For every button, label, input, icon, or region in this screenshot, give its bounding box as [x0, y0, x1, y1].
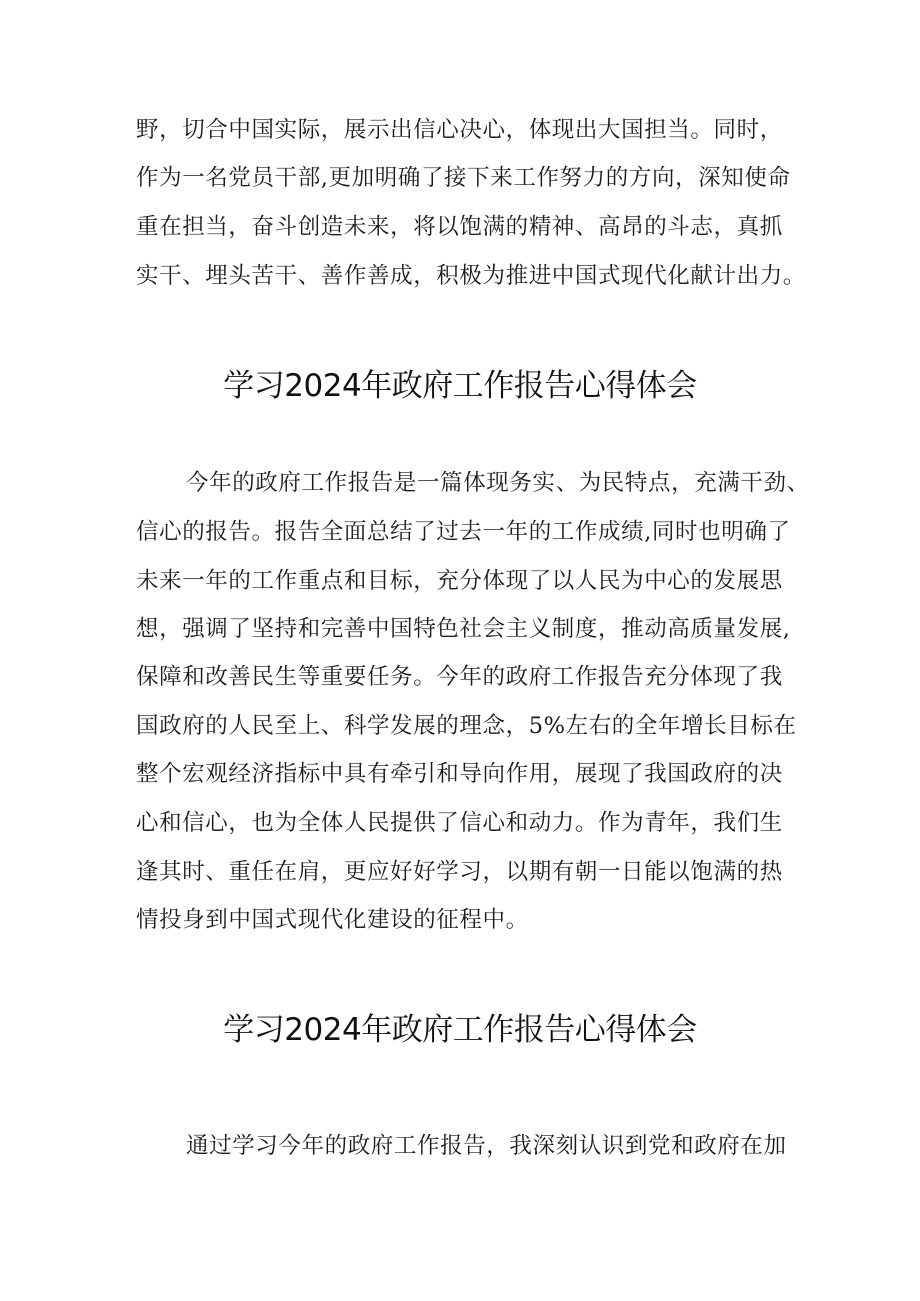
- section-heading: 学习2024年政府工作报告心得体会: [223, 368, 697, 404]
- text-line: 实干、埋头苦干、善作善成，积极为推进中国式现代化献计出力。: [136, 263, 806, 289]
- text-line: 信心的报告。报告全面总结了过去一年的工作成绩,同时也明确了: [136, 519, 791, 545]
- text-line: 今年的政府工作报告是一篇体现务实、为民特点，充满干劲、: [186, 470, 810, 496]
- section-heading: 学习2024年政府工作报告心得体会: [223, 1012, 697, 1048]
- text-line: 心和信心，也为全体人民提供了信心和动力。作为青年，我们生: [136, 810, 783, 836]
- text-line: 作为一名党员干部,更加明确了接下来工作努力的方向，深知使命: [136, 165, 791, 191]
- text-line: 逢其时、重任在肩，更应好好学习，以期有朝一日能以饱满的热: [136, 859, 783, 885]
- text-line: 整个宏观经济指标中具有牵引和导向作用，展现了我国政府的决: [136, 761, 783, 787]
- text-line: 保障和改善民生等重要任务。今年的政府工作报告充分体现了我: [136, 664, 783, 690]
- text-line: 通过学习今年的政府工作报告，我深刻认识到党和政府在加: [186, 1133, 787, 1159]
- text-line: 重在担当，奋斗创造未来，将以饱满的精神、高昂的斗志，真抓: [136, 214, 783, 240]
- text-line: 国政府的人民至上、科学发展的理念，5%左右的全年增长目标在: [136, 713, 797, 739]
- text-line: 想，强调了坚持和完善中国特色社会主义制度，推动高质量发展,: [136, 616, 791, 642]
- text-line: 未来一年的工作重点和目标，充分体现了以人民为中心的发展思: [136, 568, 783, 594]
- text-line: 野，切合中国实际，展示出信心决心，体现出大国担当。同时，: [136, 117, 783, 143]
- text-line: 情投身到中国式现代化建设的征程中。: [136, 907, 529, 933]
